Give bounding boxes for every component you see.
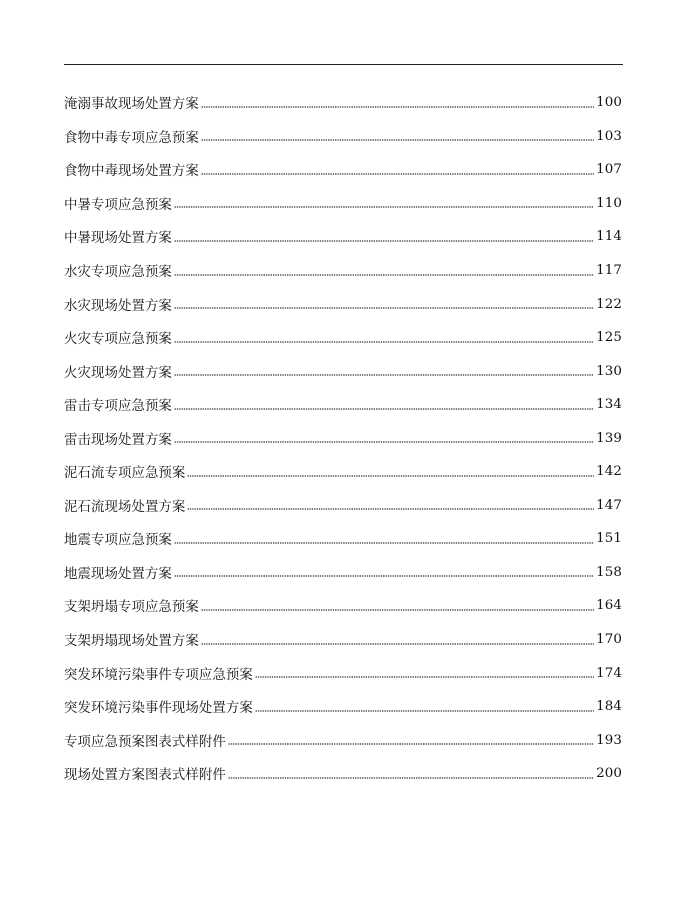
- toc-dot-leader: [255, 676, 594, 678]
- toc-dot-leader: [201, 609, 594, 611]
- toc-entry-page-number[interactable]: 125: [596, 330, 622, 346]
- toc-entry-page-number[interactable]: 100: [596, 95, 622, 111]
- table-of-contents: [64, 86, 622, 790]
- toc-dot-leader: [201, 106, 594, 108]
- toc-entry-page-number[interactable]: 139: [596, 430, 622, 446]
- toc-entry-page-number[interactable]: 130: [596, 363, 622, 379]
- toc-dot-leader: [174, 374, 594, 376]
- toc-entry[interactable]: [64, 623, 622, 657]
- toc-entry-title[interactable]: 支架坍塌专项应急预案: [64, 600, 199, 616]
- toc-entry-page-number[interactable]: 134: [596, 397, 622, 413]
- toc-entry[interactable]: [64, 187, 622, 221]
- toc-entry-title[interactable]: 突发环境污染事件专项应急预案: [64, 667, 253, 683]
- toc-entry[interactable]: [64, 589, 622, 623]
- toc-dot-leader: [255, 710, 594, 712]
- toc-dot-leader: [174, 307, 594, 309]
- toc-entry-title[interactable]: 火灾现场处置方案: [64, 365, 172, 381]
- toc-entry[interactable]: [64, 287, 622, 321]
- toc-entry[interactable]: [64, 690, 622, 724]
- toc-entry-title[interactable]: 淹溺事故现场处置方案: [64, 97, 199, 113]
- toc-entry-title[interactable]: 水灾专项应急预案: [64, 265, 172, 280]
- toc-entry[interactable]: [64, 388, 622, 422]
- toc-entry-title[interactable]: 地震现场处置方案: [64, 566, 172, 582]
- toc-entry[interactable]: [64, 723, 622, 757]
- toc-dot-leader: [187, 475, 594, 477]
- toc-entry-page-number[interactable]: 193: [596, 732, 622, 748]
- toc-entry-title[interactable]: 专项应急预案图表式样附件: [64, 734, 226, 750]
- toc-entry-page-number[interactable]: 107: [596, 162, 622, 178]
- toc-entry-title[interactable]: 现场处置方案图表式样附件: [64, 768, 226, 784]
- toc-entry[interactable]: [64, 120, 622, 154]
- toc-entry-page-number[interactable]: 114: [596, 229, 622, 245]
- toc-entry-page-number[interactable]: 200: [596, 766, 622, 782]
- toc-entry-page-number[interactable]: 184: [596, 699, 622, 715]
- toc-entry-title[interactable]: 支架坍塌现场处置方案: [64, 634, 199, 650]
- toc-entry-title[interactable]: 泥石流现场处置方案: [64, 499, 186, 515]
- toc-entry[interactable]: [64, 757, 622, 791]
- toc-entry-page-number[interactable]: 170: [596, 632, 622, 648]
- header-rule: [64, 64, 623, 65]
- toc-entry[interactable]: [64, 254, 622, 288]
- toc-dot-leader: [201, 139, 594, 141]
- toc-entry[interactable]: [64, 321, 622, 355]
- toc-entry[interactable]: [64, 522, 622, 556]
- toc-dot-leader: [174, 341, 594, 343]
- toc-dot-leader: [201, 643, 594, 645]
- toc-entry[interactable]: [64, 489, 622, 523]
- toc-entry-title[interactable]: 食物中毒专项应急预案: [64, 130, 199, 146]
- toc-entry-title[interactable]: 雷击现场处置方案: [64, 432, 172, 448]
- toc-entry-page-number[interactable]: 151: [596, 531, 622, 547]
- toc-dot-leader: [174, 206, 594, 208]
- toc-dot-leader: [187, 508, 594, 510]
- toc-entry-title[interactable]: 水灾现场处置方案: [64, 298, 172, 314]
- toc-entry-title[interactable]: 食物中毒现场处置方案: [64, 164, 199, 180]
- toc-entry-title[interactable]: 地震专项应急预案: [64, 533, 172, 549]
- toc-dot-leader: [174, 575, 594, 577]
- toc-entry[interactable]: [64, 656, 622, 690]
- toc-dot-leader: [201, 173, 594, 175]
- toc-entry[interactable]: [64, 220, 622, 254]
- toc-dot-leader: [174, 240, 594, 242]
- toc-entry-title[interactable]: 火灾专项应急预案: [64, 332, 172, 348]
- toc-dot-leader: [174, 274, 594, 276]
- toc-entry-title[interactable]: 中暑现场处置方案: [64, 231, 172, 247]
- toc-entry-title[interactable]: 突发环境污染事件现场处置方案: [64, 701, 253, 717]
- toc-dot-leader: [174, 408, 594, 410]
- toc-dot-leader: [228, 743, 594, 745]
- toc-entry-page-number[interactable]: 117: [596, 263, 622, 278]
- toc-dot-leader: [174, 441, 594, 443]
- toc-entry-page-number[interactable]: 147: [596, 497, 622, 513]
- toc-entry[interactable]: [64, 421, 622, 455]
- toc-entry[interactable]: [64, 556, 622, 590]
- toc-entry-page-number[interactable]: 110: [596, 195, 622, 211]
- toc-entry-page-number[interactable]: 142: [596, 464, 622, 480]
- toc-entry[interactable]: [64, 86, 622, 120]
- toc-entry-title[interactable]: 雷击专项应急预案: [64, 399, 172, 415]
- toc-entry-page-number[interactable]: 158: [596, 564, 622, 580]
- toc-entry-title[interactable]: 中暑专项应急预案: [64, 197, 172, 213]
- toc-entry-page-number[interactable]: 122: [596, 296, 622, 312]
- toc-entry[interactable]: [64, 354, 622, 388]
- toc-entry-page-number[interactable]: 164: [596, 598, 622, 614]
- toc-entry[interactable]: [64, 455, 622, 489]
- toc-entry[interactable]: [64, 153, 622, 187]
- toc-dot-leader: [228, 777, 594, 779]
- toc-dot-leader: [174, 542, 594, 544]
- toc-entry-page-number[interactable]: 174: [596, 665, 622, 681]
- toc-entry-title[interactable]: 泥石流专项应急预案: [64, 466, 186, 482]
- toc-entry-page-number[interactable]: 103: [596, 128, 622, 144]
